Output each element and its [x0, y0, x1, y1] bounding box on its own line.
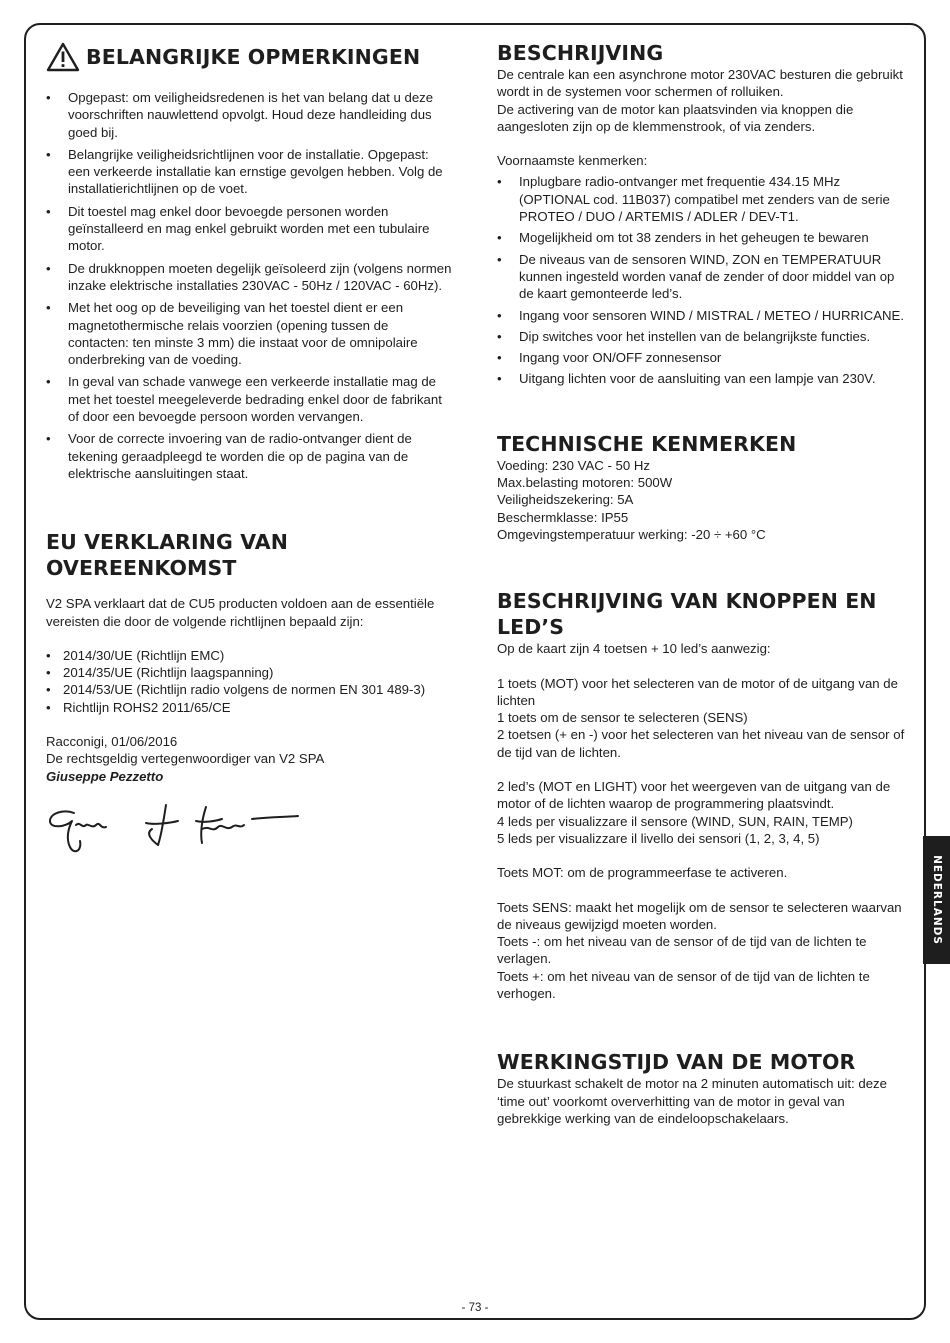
buttons-line: 1 toets om de sensor te selecteren (SENS) — [497, 710, 748, 726]
list-item: • Richtlijn ROHS2 2011/65/CE — [46, 699, 452, 716]
representative: De rechtsgeldig vertegenwoordiger van V2 SPA — [46, 751, 325, 767]
signer-name: Giuseppe Pezzetto — [46, 768, 164, 784]
safety-heading: BELANGRIJKE OPMERKINGEN — [86, 45, 421, 69]
leds-block — [497, 778, 908, 847]
right-column — [497, 40, 908, 1127]
description-heading: BESCHRIJVING — [497, 41, 664, 65]
list-item: • De niveaus van de sensoren WIND, ZON en TEMPERATUUR kunnen ingesteld worden vanaf de zender of door middel van op de kaart gemonteerde led’s. — [497, 251, 908, 303]
keys-line: Toets SENS: maakt het mogelijk om de sensor te selecteren waarvan de niveaus gewijzigd moeten worden. — [497, 899, 902, 932]
buttons-line: 1 toets (MOT) voor het selecteren van de motor of de uitgang van de lichten — [497, 675, 898, 708]
list-item: • Belangrijke veiligheidsrichtlijnen voor de installatie. Opgepast: een verkeerde installatie kan ernstige gevolgen hebben. Volg de installatierichtlijnen op de voet. — [46, 146, 452, 198]
list-item: • De drukknoppen moeten degelijk geïsoleerd zijn (volgens normen inzake elektrische installaties 230VAC - 50Hz / 120VAC - 60Hz). — [46, 260, 452, 295]
handwritten-signature — [46, 799, 306, 859]
buttons-line: 2 toetsen (+ en -) voor het selecteren van het niveau van de sensor of de tijd van de lichten. — [497, 727, 905, 760]
page-number: - 73 - — [461, 1302, 489, 1314]
left-column — [46, 40, 452, 859]
tech-heading: TECHNISCHE KENMERKEN — [497, 431, 797, 456]
list-item: • Voor de correcte invoering van de radio-ontvanger dient de tekening geraadpleegd te worden die op de pagina van de elektrische aansluitingen staat. — [46, 430, 452, 482]
list-item: • Uitgang lichten voor de aansluiting van een lampje van 230V. — [497, 370, 908, 387]
buttons-block — [497, 675, 908, 761]
keys-line: Toets -: om het niveau van de sensor of de tijd van de lichten te verlagen. — [497, 934, 867, 967]
buttons-intro: Op de kaart zijn 4 toetsen + 10 led’s aanwezig: — [497, 641, 771, 657]
list-item: • Mogelijkheid om tot 38 zenders in het geheugen te bewaren — [497, 229, 908, 246]
leds-line: 5 leds per visualizzare il livello dei sensori (1, 2, 3, 4, 5) — [497, 830, 820, 846]
list-item: • 2014/30/UE (Richtlijn EMC) — [46, 647, 452, 664]
list-item: • Met het oog op de beveiliging van het toestel dient er een magnetothermische relais voorzien (opening tussen de contacten: ten minste 3 mm) die instaat voor de omnipolaire onderbreking van de voeding. — [46, 299, 452, 368]
list-item: • 2014/53/UE (Richtlijn radio volgens de normen EN 301 489-3) — [46, 681, 452, 698]
buttons-heading: BESCHRIJVING VAN KNOPPEN EN LED’S — [497, 589, 877, 640]
keys-block — [497, 899, 908, 1003]
eu-intro: V2 SPA verklaart dat de CU5 producten voldoen aan de essentiële vereisten die door de volgende richtlijnen bepaald zijn: — [46, 596, 435, 629]
language-tab-label: NEDERLANDS — [930, 855, 943, 945]
eu-heading: EU VERKLARING VAN OVEREENKOMST — [46, 530, 288, 581]
list-item: • Opgepast: om veiligheidsredenen is het van belang dat u deze voorschriften nauwlettend opvolgt. Houd deze handleiding dus goed bij. — [46, 89, 452, 141]
list-item: • Inplugbare radio-ontvanger met frequentie 434.15 MHz (OPTIONAL cod. 11B037) compatibel met zenders van de serie PROTEO / DUO / ARTEMIS / ADLER / DEV-T1. — [497, 173, 908, 225]
leds-line: 4 leds per visualizzare il sensore (WIND, SUN, RAIN, TEMP) — [497, 813, 853, 829]
description-line: De activering van de motor kan plaatsvinden via knoppen die aangesloten zijn op de klemmenstrook, of via zenders. — [497, 101, 854, 134]
language-tab — [923, 836, 950, 964]
tech-line: Omgevingstemperatuur werking: -20 ÷ +60 °C — [497, 526, 766, 542]
features-label: Voornaamste kenmerken: — [497, 153, 648, 169]
toets-mot: Toets MOT: om de programmeerfase te activeren. — [497, 865, 788, 881]
leds-line: 2 led’s (MOT en LIGHT) voor het weergeven van de uitgang van de motor of de lichten waarop de programmering plaatsvindt. — [497, 779, 891, 812]
tech-line: Veiligheidszekering: 5A — [497, 492, 634, 508]
list-item: • Ingang voor sensoren WIND / MISTRAL / METEO / HURRICANE. — [497, 307, 908, 324]
keys-line: Toets +: om het niveau van de sensor of de tijd van de lichten te verhogen. — [497, 968, 870, 1001]
tech-line: Max.belasting motoren: 500W — [497, 475, 673, 491]
safety-list — [46, 89, 452, 482]
warning-triangle-icon — [46, 42, 80, 72]
list-item: • In geval van schade vanwege een verkeerde installatie mag de met het toestel meegeleverde bedrading enkel door de fabrikant of door een bevoegde persoon worden vervangen. — [46, 373, 452, 425]
features-list — [497, 173, 908, 387]
place-date: Racconigi, 01/06/2016 — [46, 734, 178, 750]
worktime-heading: WERKINGSTIJD VAN DE MOTOR — [497, 1050, 856, 1075]
list-item: • Ingang voor ON/OFF zonnesensor — [497, 349, 908, 366]
list-item: • 2014/35/UE (Richtlijn laagspanning) — [46, 664, 452, 681]
safety-heading-row — [46, 42, 452, 72]
worktime-text: De stuurkast schakelt de motor na 2 minuten automatisch uit: deze ‘time out’ voorkomt oververhitting van de motor in geval van gebrekkige werking van de eindeloopschakelaars. — [497, 1076, 887, 1126]
tech-line: Voeding: 230 VAC - 50 Hz — [497, 457, 650, 473]
list-item: • Dit toestel mag enkel door bevoegde personen worden geïnstalleerd en mag enkel gebruikt worden met een tubulaire motor. — [46, 203, 452, 255]
tech-line: Beschermklasse: IP55 — [497, 509, 629, 525]
list-item: • Dip switches voor het instellen van de belangrijkste functies. — [497, 328, 908, 345]
description-line: De centrale kan een asynchrone motor 230VAC besturen die gebruikt wordt in de systemen voor schermen of rolluiken. — [497, 67, 903, 100]
eu-directives-list — [46, 647, 452, 716]
